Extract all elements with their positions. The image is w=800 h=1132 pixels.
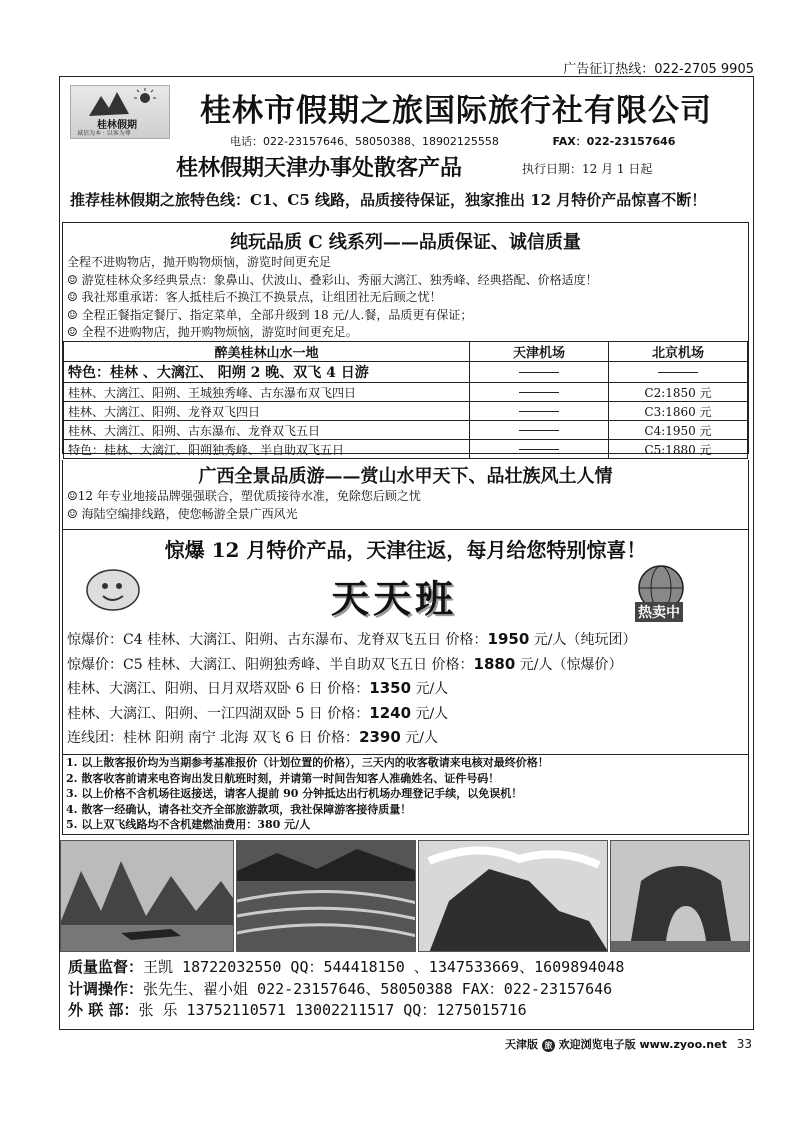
tianjin-price [470,383,609,402]
footer-label: 质量监督： [68,958,144,976]
footer-label: 计调操作： [68,979,144,998]
bullet-item: ☺ 海陆空编排线路，使您畅游全景广西风光 [67,506,298,521]
edition-label: 天津版 [504,1038,538,1051]
note-item: 4. 散客一经确认，请各社交齐全部旅游款项，我社保障游客接待质量！ [66,802,412,816]
header [60,77,752,149]
contact-footer [68,957,748,1022]
route-name: 桂林、大漓江、阳朔、龙脊双飞四日 [64,402,470,421]
column-header: 北京机场 [609,342,748,362]
photo-terraces [236,840,416,952]
recommend-line: 推荐桂林假期之旅特色线：C1、C5 线路，品质接待保证，独家推出 12 月特价产品惊喜不断！ [70,191,707,209]
karst-landscape-image [61,841,234,952]
column-header: 醉美桂林山水一地 [64,342,470,362]
quality-supervision [68,957,748,979]
dash-mark [519,411,559,412]
travel-badge-icon: 旅 [542,1039,555,1052]
beijing-price: C2:1850 元 [609,383,748,402]
office-title: 桂林假期天津办事处散客产品 [176,155,463,181]
bullet-item: ☺12 年专业地接品牌强强联合，塑优质接待水准，免除您后顾之忧 [67,489,421,503]
price-desc: 惊爆价：C4 桂林、大漓江、阳朔、古东瀑布、龙脊双飞五日 价格： [67,632,488,648]
table-row [64,421,748,440]
bullet-item: ☺ 我社郑重承诺：客人抵桂后不换江不换景点，让组团社无后顾之忧！ [67,290,442,304]
price-desc: 惊爆价：C5 桂林、大漓江、阳朔独秀峰、半自助双飞五日 价格： [67,656,474,673]
table-row [64,402,748,421]
section-december-specials [62,529,749,755]
bullet-item: ☺ 全程不进购物店，抛开购物烦恼，游览时间更充足。 [67,325,358,339]
footer-text: 张先生、翟小姐 022-23157646、58050388 FAX：022-23157646 [143,979,613,998]
website-text: 欢迎浏览电子版 www.zyoo.net [558,1038,727,1051]
note-item: 2. 散客收客前请来电咨询出发日航班时刻，并请第一时间告知客人准确姓名、证件号码！ [66,771,500,785]
logo-text: 桂林假期 [97,120,137,131]
price-value: 1880 [473,654,516,673]
operations-contact [68,979,748,1001]
company-logo [70,85,170,139]
table-header-row [64,342,748,362]
bullet-item: ☺ 游览桂林众多经典景点：象鼻山、伏波山、叠彩山、秀丽大漓江、独秀峰、经典搭配、价格适度！ [67,272,598,287]
dash-mark [519,372,559,373]
note-item: 1. 以上散客报价均为当期参考基准报价（计划位置的价格），三天内的收客敬请来电核对最终价格！ [66,756,549,769]
price-desc: 桂林、大漓江、阳朔、一江四湖双卧 5 日 价格： [67,705,370,722]
price-line [67,677,747,702]
logo-slogan: 诚信为本 · 以客为尊 [77,130,131,137]
special-price-list [67,628,747,751]
column-header: 天津机场 [470,342,609,362]
price-unit: 元/人（惊爆价） [515,656,623,673]
price-value: 1950 [487,630,530,648]
table-row [64,440,748,459]
footer-text: 王凯 18722032550 QQ：544418150 、1347533669、1609894048 [143,958,625,976]
price-unit: 元/人 [400,730,438,746]
price-desc: 连线团：桂林 阳朔 南宁 北海 双飞 6 日 价格： [67,730,360,746]
route-name: 桂林、大漓江、阳朔、古东瀑布、龙脊双飞五日 [64,421,470,440]
tianjin-price [470,362,609,383]
page-footer [505,1036,752,1052]
dash-mark [658,372,698,373]
price-line [67,628,747,653]
section-title: 纯玩品质 C 线系列——品质保证、诚信质量 [230,232,581,253]
fax-number: FAX：022-23157646 [552,135,676,148]
dash-mark [519,430,559,431]
beijing-price: C5:1880 元 [609,440,748,459]
route-name: 桂林、大漓江、阳朔、王城独秀峰、古东瀑布双飞四日 [64,383,470,402]
dash-mark [519,449,559,450]
section-guangxi [62,460,749,530]
table-row [64,383,748,402]
price-value: 1350 [369,679,412,697]
beijing-price [609,362,748,383]
tianjin-price [470,402,609,421]
photo-mountain [418,840,608,952]
price-unit: 元/人 [411,705,449,722]
dash-mark [519,392,559,393]
special-headline: 惊爆 12 月特价产品，天津往返，每月给您特别惊喜！ [164,538,647,562]
contact-line [230,133,675,149]
footer-label: 外 联 部： [68,1001,139,1019]
route-name: 特色：桂林 、大漓江、 阳朔 2 晚、双飞 4 日游 [64,362,470,383]
effective-date: 执行日期：12 月 1 日起 [522,162,653,176]
scenery-photos [60,840,752,956]
beijing-price: C3:1860 元 [609,402,748,421]
tianjin-price [470,440,609,459]
ad-hotline: 广告征订热线：022-2705 9905 [563,62,754,77]
mascot-icon [83,566,145,616]
route-name: 特色：桂林、大漓江、阳朔独秀峰、半自助双飞五日 [64,440,470,459]
note-item: 5. 以上双飞线路均不含机建燃油费用：380 元/人 [66,818,311,831]
note-item: 3. 以上价格不含机场往返接送，请客人提前 90 分钟抵达出行机场办理登记手续，以免误机！ [66,787,523,800]
section-title: 广西全景品质游——赏山水甲天下、品壮族风土人情 [198,466,613,487]
table-row [64,362,748,383]
company-name: 桂林市假期之旅国际旅行社有限公司 [200,93,712,129]
section-c-series [62,222,749,457]
page-number: 33 [736,1037,752,1051]
daily-departure-title: 天天班 [331,576,458,621]
elephant-hill-image [611,841,750,952]
notes-section [62,755,749,835]
hot-sale-badge: 热卖中 [635,602,683,622]
price-value: 1240 [369,703,412,722]
bullet-item: 全程不进购物店，抛开购物烦恼，游览时间更充足 [67,255,332,269]
price-desc: 桂林、大漓江、阳朔、日月双塔双卧 6 日 价格： [67,681,370,697]
price-unit: 元/人 [411,681,449,697]
liaison-contact [68,1000,748,1022]
beijing-price: C4:1950 元 [609,421,748,440]
price-unit: 元/人（纯玩团） [529,632,637,648]
price-value: 2390 [359,728,401,746]
price-line [67,653,747,678]
terrace-landscape-image [237,841,416,952]
ad-frame [59,76,754,1030]
footer-text: 张 乐 13752110571 13002211517 QQ：1275015716 [138,1001,527,1019]
mountain-landscape-image [419,841,608,952]
price-line [67,702,747,727]
tianjin-price [470,421,609,440]
route-price-table [63,341,748,459]
photo-elephant-hill [610,840,750,952]
phone-numbers: 电话：022-23157646、58050388、18902125558 [230,135,499,148]
bullet-item: ☺ 全程正餐指定餐厅、指定菜单，全部升级到 18 元/人.餐，品质更有保证； [67,307,473,322]
price-line [67,726,747,751]
photo-li-river [60,840,234,952]
